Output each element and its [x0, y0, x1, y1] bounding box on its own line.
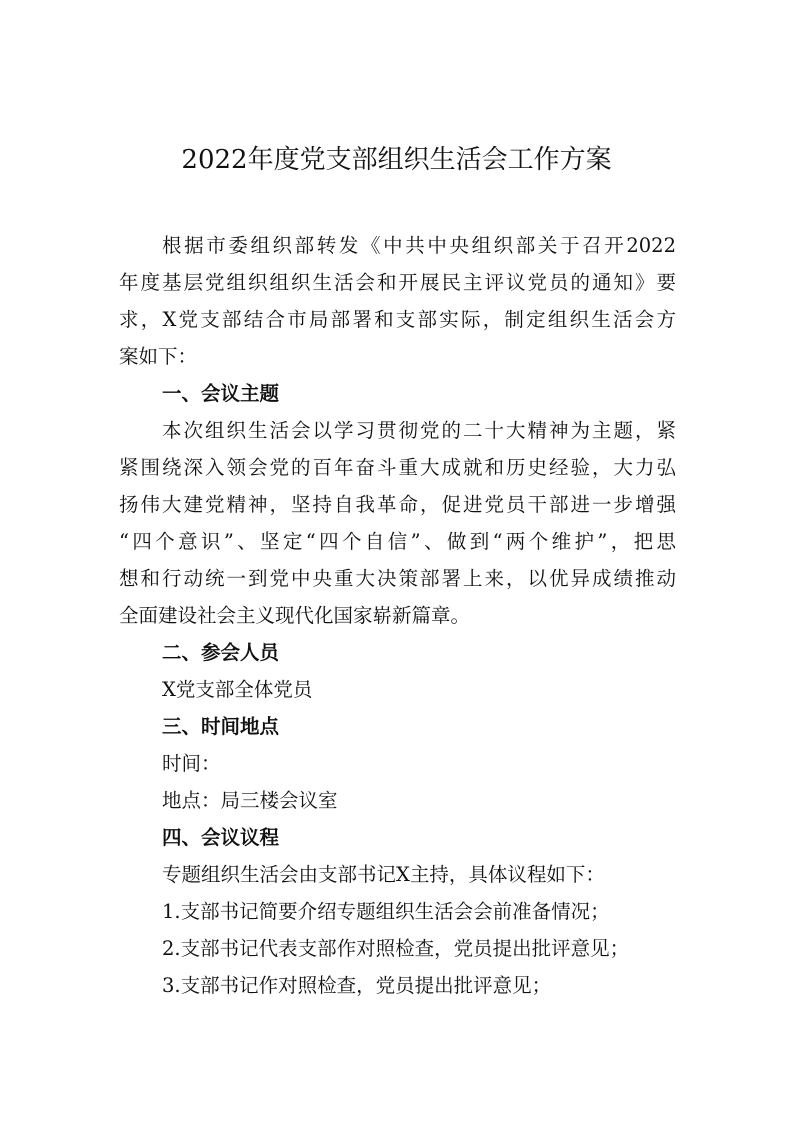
paragraph-line: 求，X党支部结合市局部署和支部实际，制定组织生活会方 — [119, 308, 676, 331]
document-title: 2022年度党支部组织生活会工作方案 — [181, 145, 612, 175]
agenda-item: 3.支部书记作对照检查，党员提出批评意见； — [162, 974, 552, 997]
time-line: 时间： — [162, 752, 221, 775]
paragraph-line: 扬伟大建党精神，坚持自我革命，促进党员干部进一步增强 — [119, 493, 676, 516]
section-heading: 一、会议主题 — [162, 382, 280, 405]
section-heading: 二、参会人员 — [162, 641, 280, 664]
agenda-item: 1.支部书记简要介绍专题组织生活会会前准备情况； — [162, 900, 610, 923]
paragraph-line: 想和行动统一到党中央重大决策部署上来，以优异成绩推动 — [119, 567, 676, 590]
paragraph-line: 年度基层党组织组织生活会和开展民主评议党员的通知》要 — [119, 271, 676, 294]
agenda-item: 2.支部书记代表支部作对照检查，党员提出批评意见； — [162, 937, 630, 960]
paragraph-line: 根据市委组织部转发《中共中央组织部关于召开2022 — [162, 234, 676, 257]
paragraph-line: 紧围绕深入领会党的百年奋斗重大成就和历史经验，大力弘 — [119, 456, 676, 479]
section-heading: 三、时间地点 — [162, 715, 280, 738]
place-line: 地点：局三楼会议室 — [162, 789, 338, 812]
document-body — [119, 227, 676, 1004]
paragraph-line: 本次组织生活会以学习贯彻党的二十大精神为主题，紧 — [162, 419, 676, 442]
paragraph-line: “四个意识”、坚定“四个自信”、做到“两个维护”，把思 — [119, 530, 676, 553]
paragraph-line: 专题组织生活会由支部书记X主持，具体议程如下： — [162, 863, 605, 886]
paragraph-line: 案如下： — [119, 345, 198, 368]
section-heading: 四、会议议程 — [162, 826, 280, 849]
paragraph-line: 全面建设社会主义现代化国家崭新篇章。 — [119, 604, 471, 627]
paragraph-line: X党支部全体党员 — [162, 678, 313, 701]
